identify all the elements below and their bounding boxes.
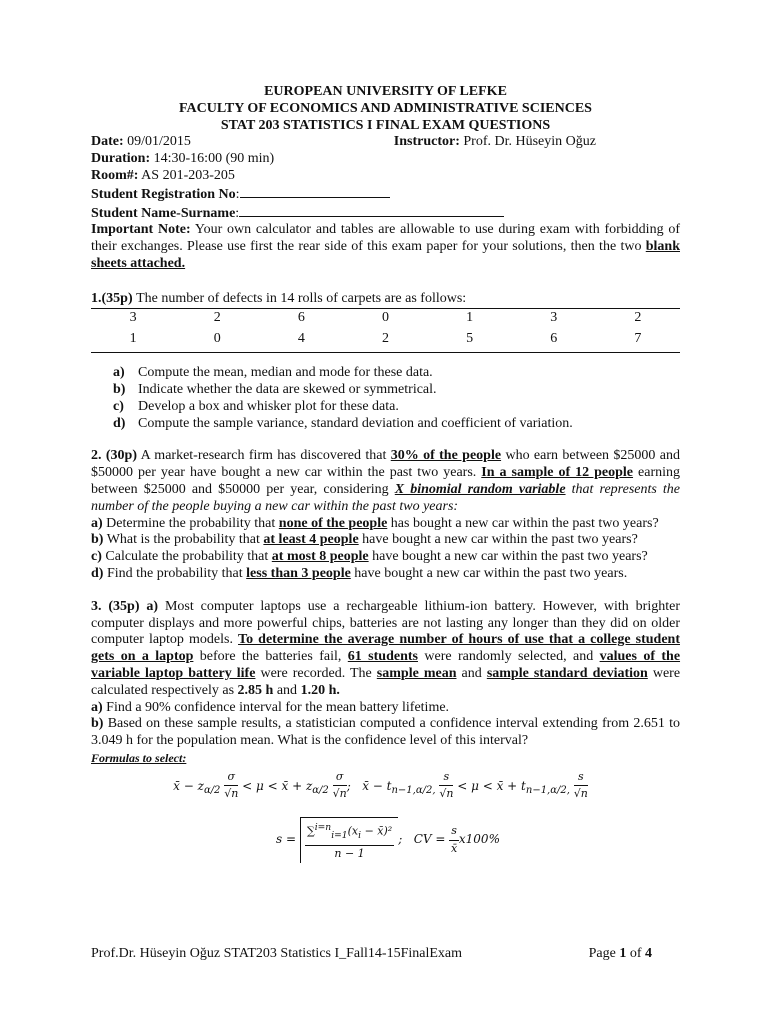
faculty-title: FACULTY OF ECONOMICS AND ADMINISTRATIVE SCIENCES <box>179 100 592 116</box>
footer-text: Prof.Dr. Hüseyin Oğuz STAT203 Statistics I_Fall14-15FinalExam <box>91 946 463 961</box>
exam-page <box>91 84 680 863</box>
defect-cell: 0 <box>381 309 389 325</box>
room-field: Room#: AS 201-203-205 <box>91 167 235 183</box>
defect-cell: 3 <box>550 309 558 325</box>
question-1 <box>91 291 680 433</box>
name-blank[interactable] <box>239 204 504 217</box>
defects-row-2 <box>91 330 680 352</box>
formulas-title: Formulas to select: <box>91 750 187 765</box>
course-title: STAT 203 STATISTICS I FINAL EXAM QUESTIONS <box>220 117 551 133</box>
page-footer <box>91 946 652 963</box>
defects-table <box>91 309 680 354</box>
q3-item-a: a) Find a 90% confidence interval for the mean battery lifetime. <box>91 699 450 715</box>
q1-item: d) Compute the sample variance, standard deviation and coefficient of variation. <box>113 415 573 431</box>
defect-cell: 6 <box>512 330 596 352</box>
instructor-field: Instructor: Prof. Dr. Hüseyin Oğuz <box>393 134 596 150</box>
defect-cell: 3 <box>129 309 137 325</box>
university-title: EUROPEAN UNIVERSITY OF LEFKE <box>264 84 507 99</box>
question-3: 3. (35p) a) Most computer laptops use a rechargeable lithium-ion battery. However, with brighter computer displays and more powerful chips, batteries are not lasting any longer than they did on older computer laptop models. To determine the average number of hours of use that a college student gets on a laptop before the batteries fail, 61 students were randomly selected, and values of the variable laptop battery life were recorded. The sample mean and sample standard deviation were calculated respectively as 2.85 h and 1.20 h. a) Find a 90% confidence interval for the mean battery lifetime. b) Based on these sample results, a statistician computed a confidence interval extending from 2.651 to 3.049 h for the population mean. What is the confidence level of this interval? Formulas to select: <box>91 598 681 765</box>
q2-item-d: d) Find the probability that less than 3 people have bought a new car within the past two years. <box>91 565 628 581</box>
defect-cell: 5 <box>428 330 512 352</box>
q1-item: a) Compute the mean, median and mode for these data. <box>113 365 433 381</box>
q1-item: b) Indicate whether the data are skewed or symmetrical. <box>113 381 437 397</box>
q1-items <box>113 365 680 432</box>
std-dev-cv-formulas: s = $\frac{\sum^{i=n}_{i=1}(x_i - x̄)^2}{n - 1}$ ; CV = $\frac{s}{x̄}$ x100% <box>276 817 680 862</box>
page-number: Page 1 of 4 <box>588 946 652 961</box>
defect-cell: 7 <box>596 330 680 352</box>
q3-item-b: b) Based on these sample results, a statistician computed a confidence interval extending from 2.651 to 3.049 h for the population mean. What is the confidence level of this interval? <box>91 716 680 749</box>
q2-item-a: a) Determine the probability that none of the people has bought a new car within the past two years? <box>91 515 659 531</box>
q2-item-c: c) Calculate the probability that at most 8 people have bought a new car within the past two years? <box>91 549 648 565</box>
registration-blank[interactable] <box>240 185 390 198</box>
duration-field: Duration: 14:30-16:00 (90 min) <box>91 151 275 167</box>
defects-row-1 <box>91 309 680 331</box>
q2-item-b: b) What is the probability that at least 4 people have bought a new car within the past two years? <box>91 532 638 548</box>
defect-cell: 2 <box>343 330 427 352</box>
important-note: Important Note: Your own calculator and tables are allowable to use during exam with forbidding of their exchanges. Please use first the rear side of this exam paper for your solutions, then the two blank sheets attached. <box>91 222 680 271</box>
q1-item: c) Develop a box and whisker plot for these data. <box>113 398 399 414</box>
defect-cell: 2 <box>634 309 642 325</box>
defect-cell: 1 <box>466 309 474 325</box>
question-2: 2. (30p) A market-research firm has discovered that 30% of the people who earn between $25000 and $50000 per year have bought a new car within the past two years. In a sample of 12 people earning between $25000 and $50000 per year, considering X binomial random variable that represents the number of the people buying a new car within the past two years: a) Determine the probability that none of the people has bought a new car within the past two years? b) What is the probability that at least 4 people have bought a new car within the past two years? c) Calculate the probability that at most 8 people have bought a new car within the past two years? d) Find the probability that less than 3 people have bought a new car within the past two years. <box>91 448 681 581</box>
defect-cell: 0 <box>175 330 259 352</box>
defect-cell: 2 <box>213 309 221 325</box>
confidence-interval-formulas: x̄ − $z_{\alpha/2}$ $\frac{\sigma}{√n}$ < μ < x̄ + $z_{\alpha/2}$ $\frac{\sigma}{√n}$ ; x̄ − $t_{n-1,\alpha/2,}$ $\frac{s}{√n}$ < μ < x̄ + $t_{n-1,\alpha/2,}$ $\frac{s}{√n}$ <box>173 769 588 801</box>
q1-heading: 1.(35p) The number of defects in 14 rolls of carpets are as follows: <box>91 291 680 309</box>
date-instructor-row <box>91 134 680 151</box>
registration-field[interactable]: Student Registration No: <box>91 185 680 204</box>
name-field[interactable]: Student Name-Surname: <box>91 204 680 223</box>
defect-cell: 1 <box>91 330 175 352</box>
defect-cell: 4 <box>259 330 343 352</box>
date-field: Date: 09/01/2015 <box>91 134 191 150</box>
defect-cell: 6 <box>297 309 305 325</box>
